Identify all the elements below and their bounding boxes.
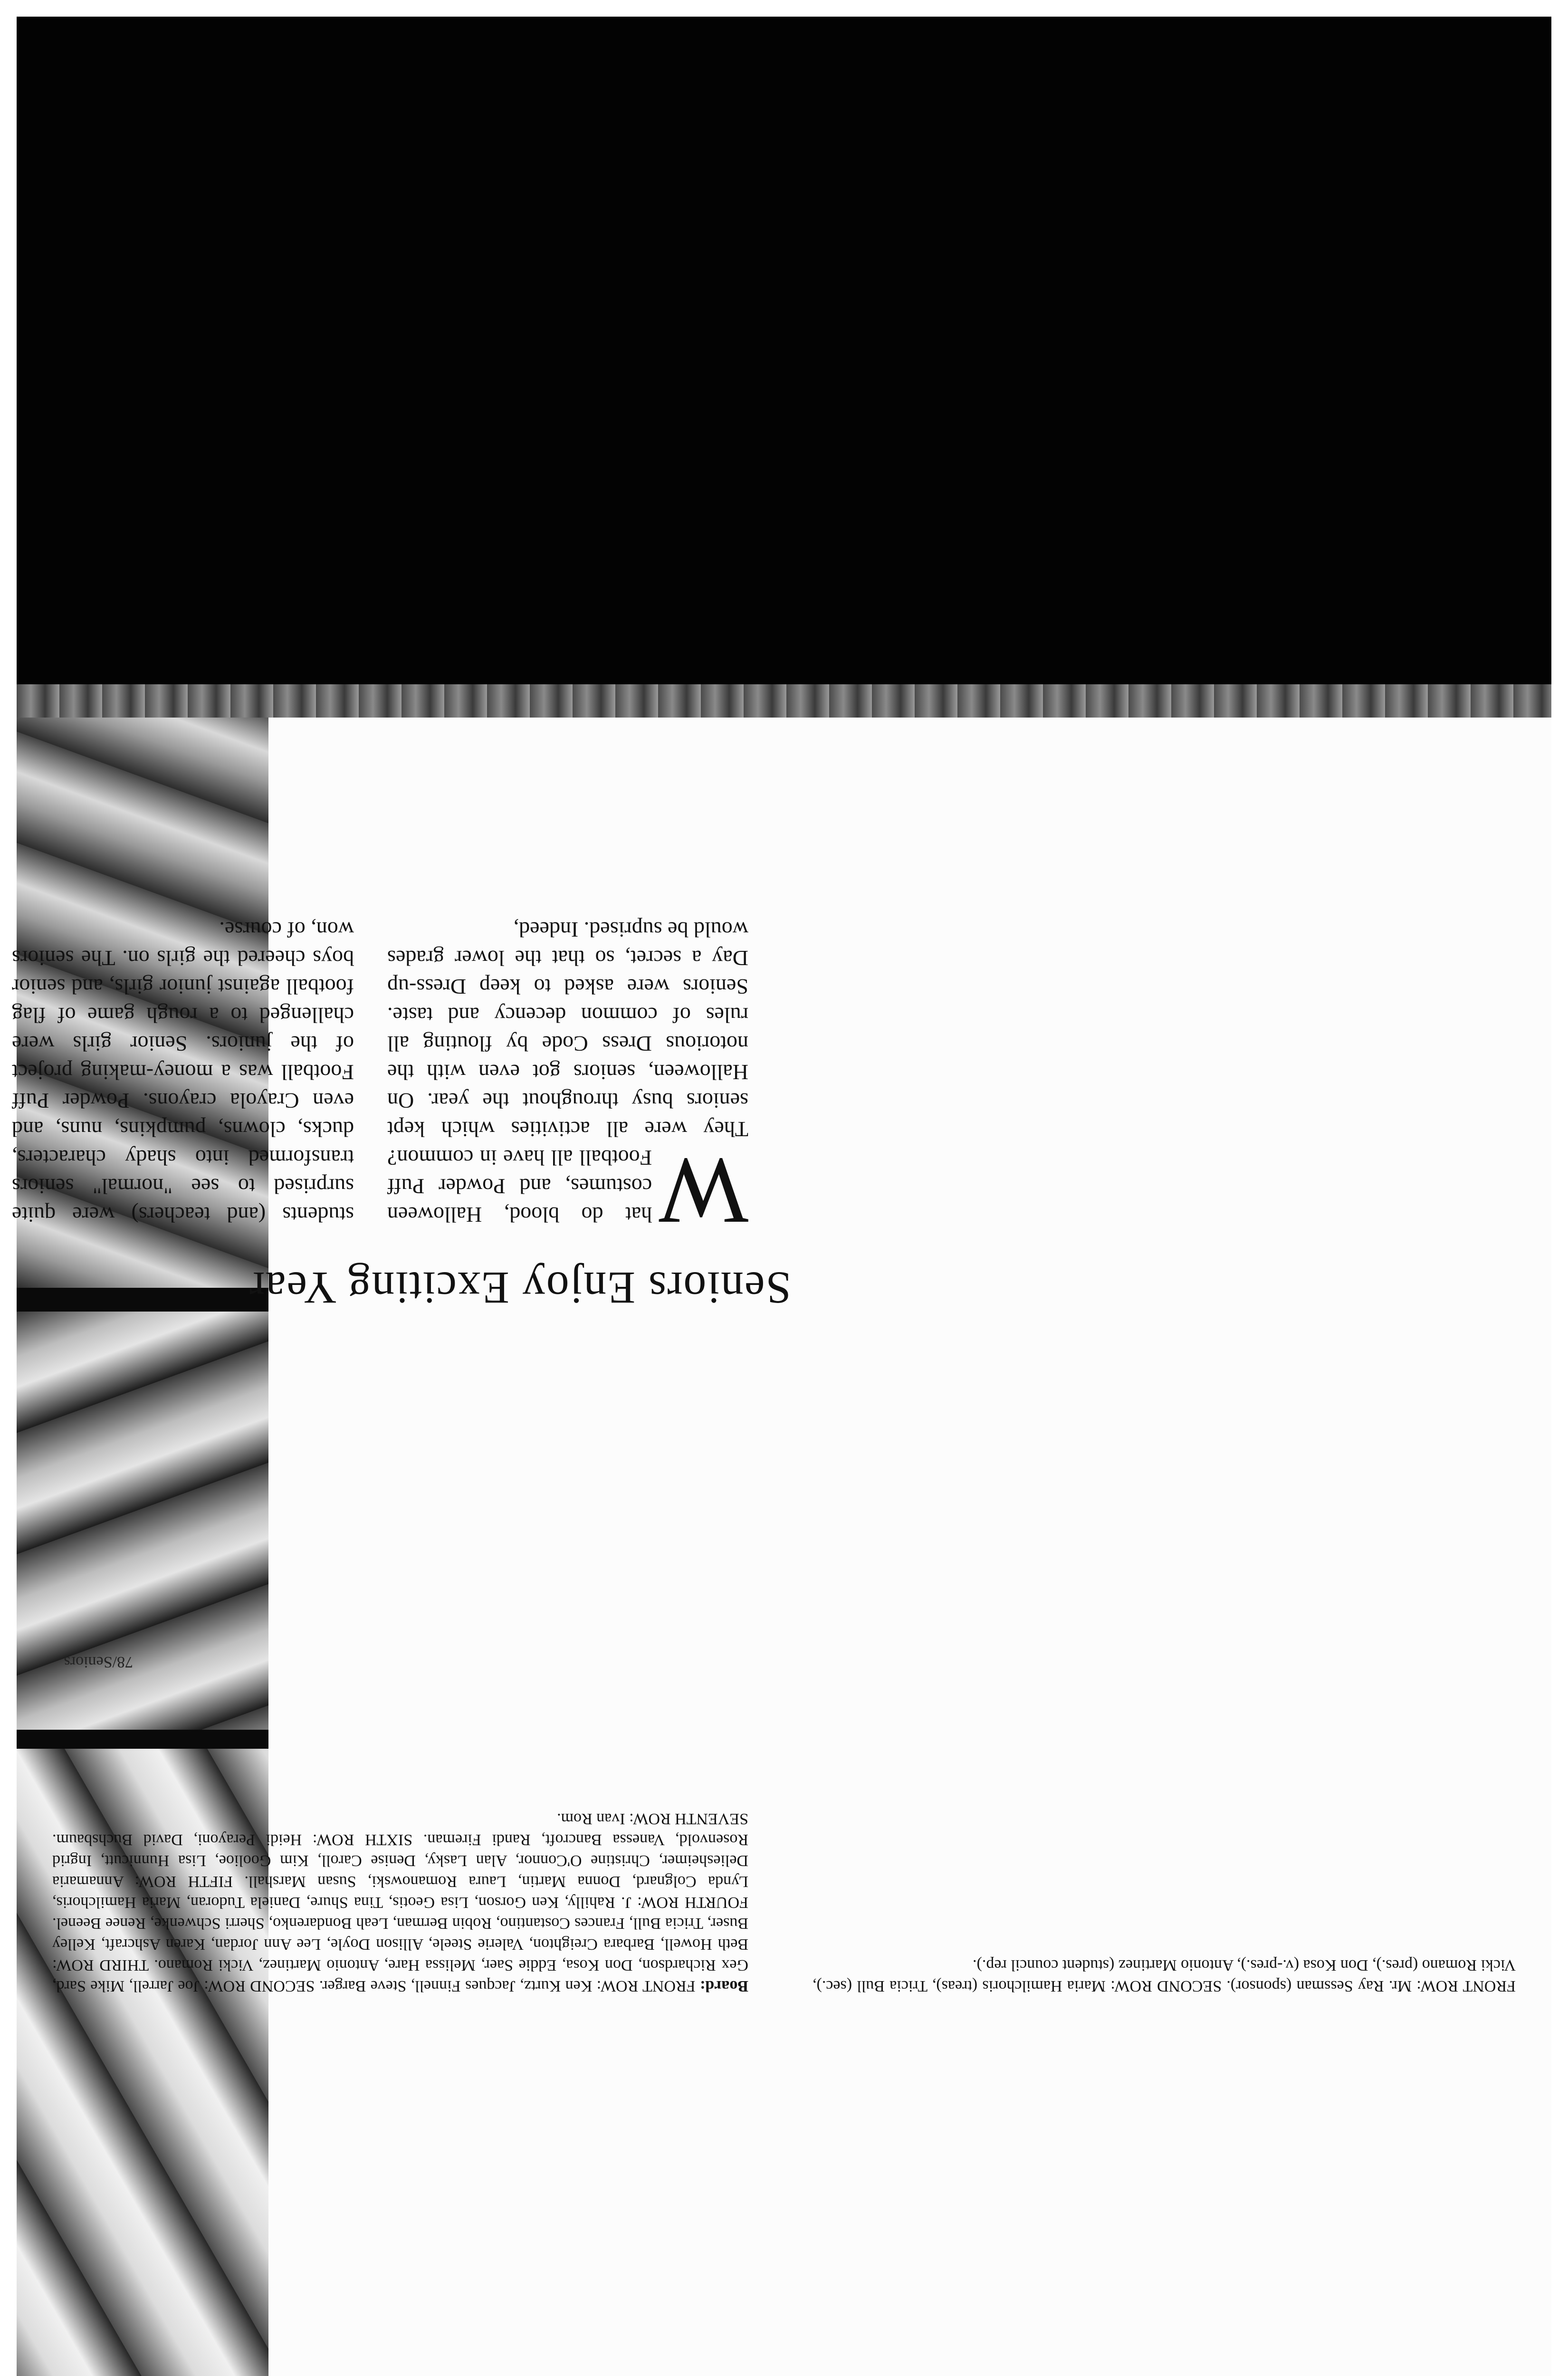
officers-caption: FRONT ROW: Mr. Ray Sessman (sponsor). SECOND ROW: Maria Hamilchoris (treas), Tricia Bull (sec.), Vicki Romano (pres.), Don Kosa (v.-pres.), Antonio Martinez (student council rep.). bbox=[813, 1956, 1516, 1995]
binding-gutter bbox=[17, 684, 1551, 718]
drop-cap: W bbox=[659, 1139, 748, 1244]
board-caption-text: FRONT ROW: Ken Kurtz, Jacques Finnell, Steve Barger. SECOND ROW: Joe Jarrell, Mike Sard, Gex Richardson, Don Kosa, Eddie Saer, Melissa Hare, Antonio Martinez, Vicki Romano. THIRD ROW: Beth Howell, Barbara Creighton, Valerie Steele, Allison Doyle, Lee Ann Jordan, Karen Ashcraft, Kelley Buser, Tricia Bull, Frances Costantino, Robin Berman, Leah Bondarenko, Sherri Schwenke, Renee Beenel. FOURTH ROW: J. Rahilly, Ken Gorson, Lisa Geotis, Tina Shure, Daniela Tudoran, Maria Hamilchoris, Lynda Colgnard, Donna Martin, Laura Romanowski, Susan Marshall. FIFTH ROW: Annamaria Deliesheimer, Christine O'Connor, Alan Lasky, Denise Caroll, Kim Goolioe, Lisa Hunnicutt, Ingrid Rosenvold, Vanessa Bancroft, Randi Fireman. SIXTH ROW: Heidi Perayoni, David Buchsbaum. SEVENTH ROW: Ivan Rom. bbox=[52, 1810, 748, 1995]
article-column-1 bbox=[387, 915, 748, 1244]
board-caption bbox=[52, 1808, 748, 1996]
page-content-rotated bbox=[12, 716, 1551, 2376]
article-column-1-text: hat do blood, Halloween costumes, and Powder Puff Football all have in common? They were all activities which kept seniors busy throughout the year. On Halloween, seniors got even with the notorious Dress Code by flouting all rules of common decency and taste. Seniors were asked to keep Dress-up Day a secret, so that the lower grades would be suprised. Indeed, bbox=[387, 918, 748, 1227]
board-caption-label: Board: bbox=[700, 1977, 748, 1995]
blank-scan-area bbox=[17, 17, 1551, 696]
yearbook-page bbox=[12, 718, 1551, 2376]
page-number: 78/Seniors bbox=[64, 1653, 133, 1671]
article-column-2: students (and teachers) were quite surprised to see "normal" seniors transformed into shady characters, ducks, clowns, pumpkins, nuns, and even Crayola crayons. Powder Puff Football was a money-making project of the juniors. Senior girls were challenged to a rough game of flag football against junior girls, and senior boys cheered the girls on. The seniors won, of course. bbox=[12, 918, 354, 1227]
article-headline: Seniors Enjoy Exciting Year bbox=[249, 1263, 791, 1313]
